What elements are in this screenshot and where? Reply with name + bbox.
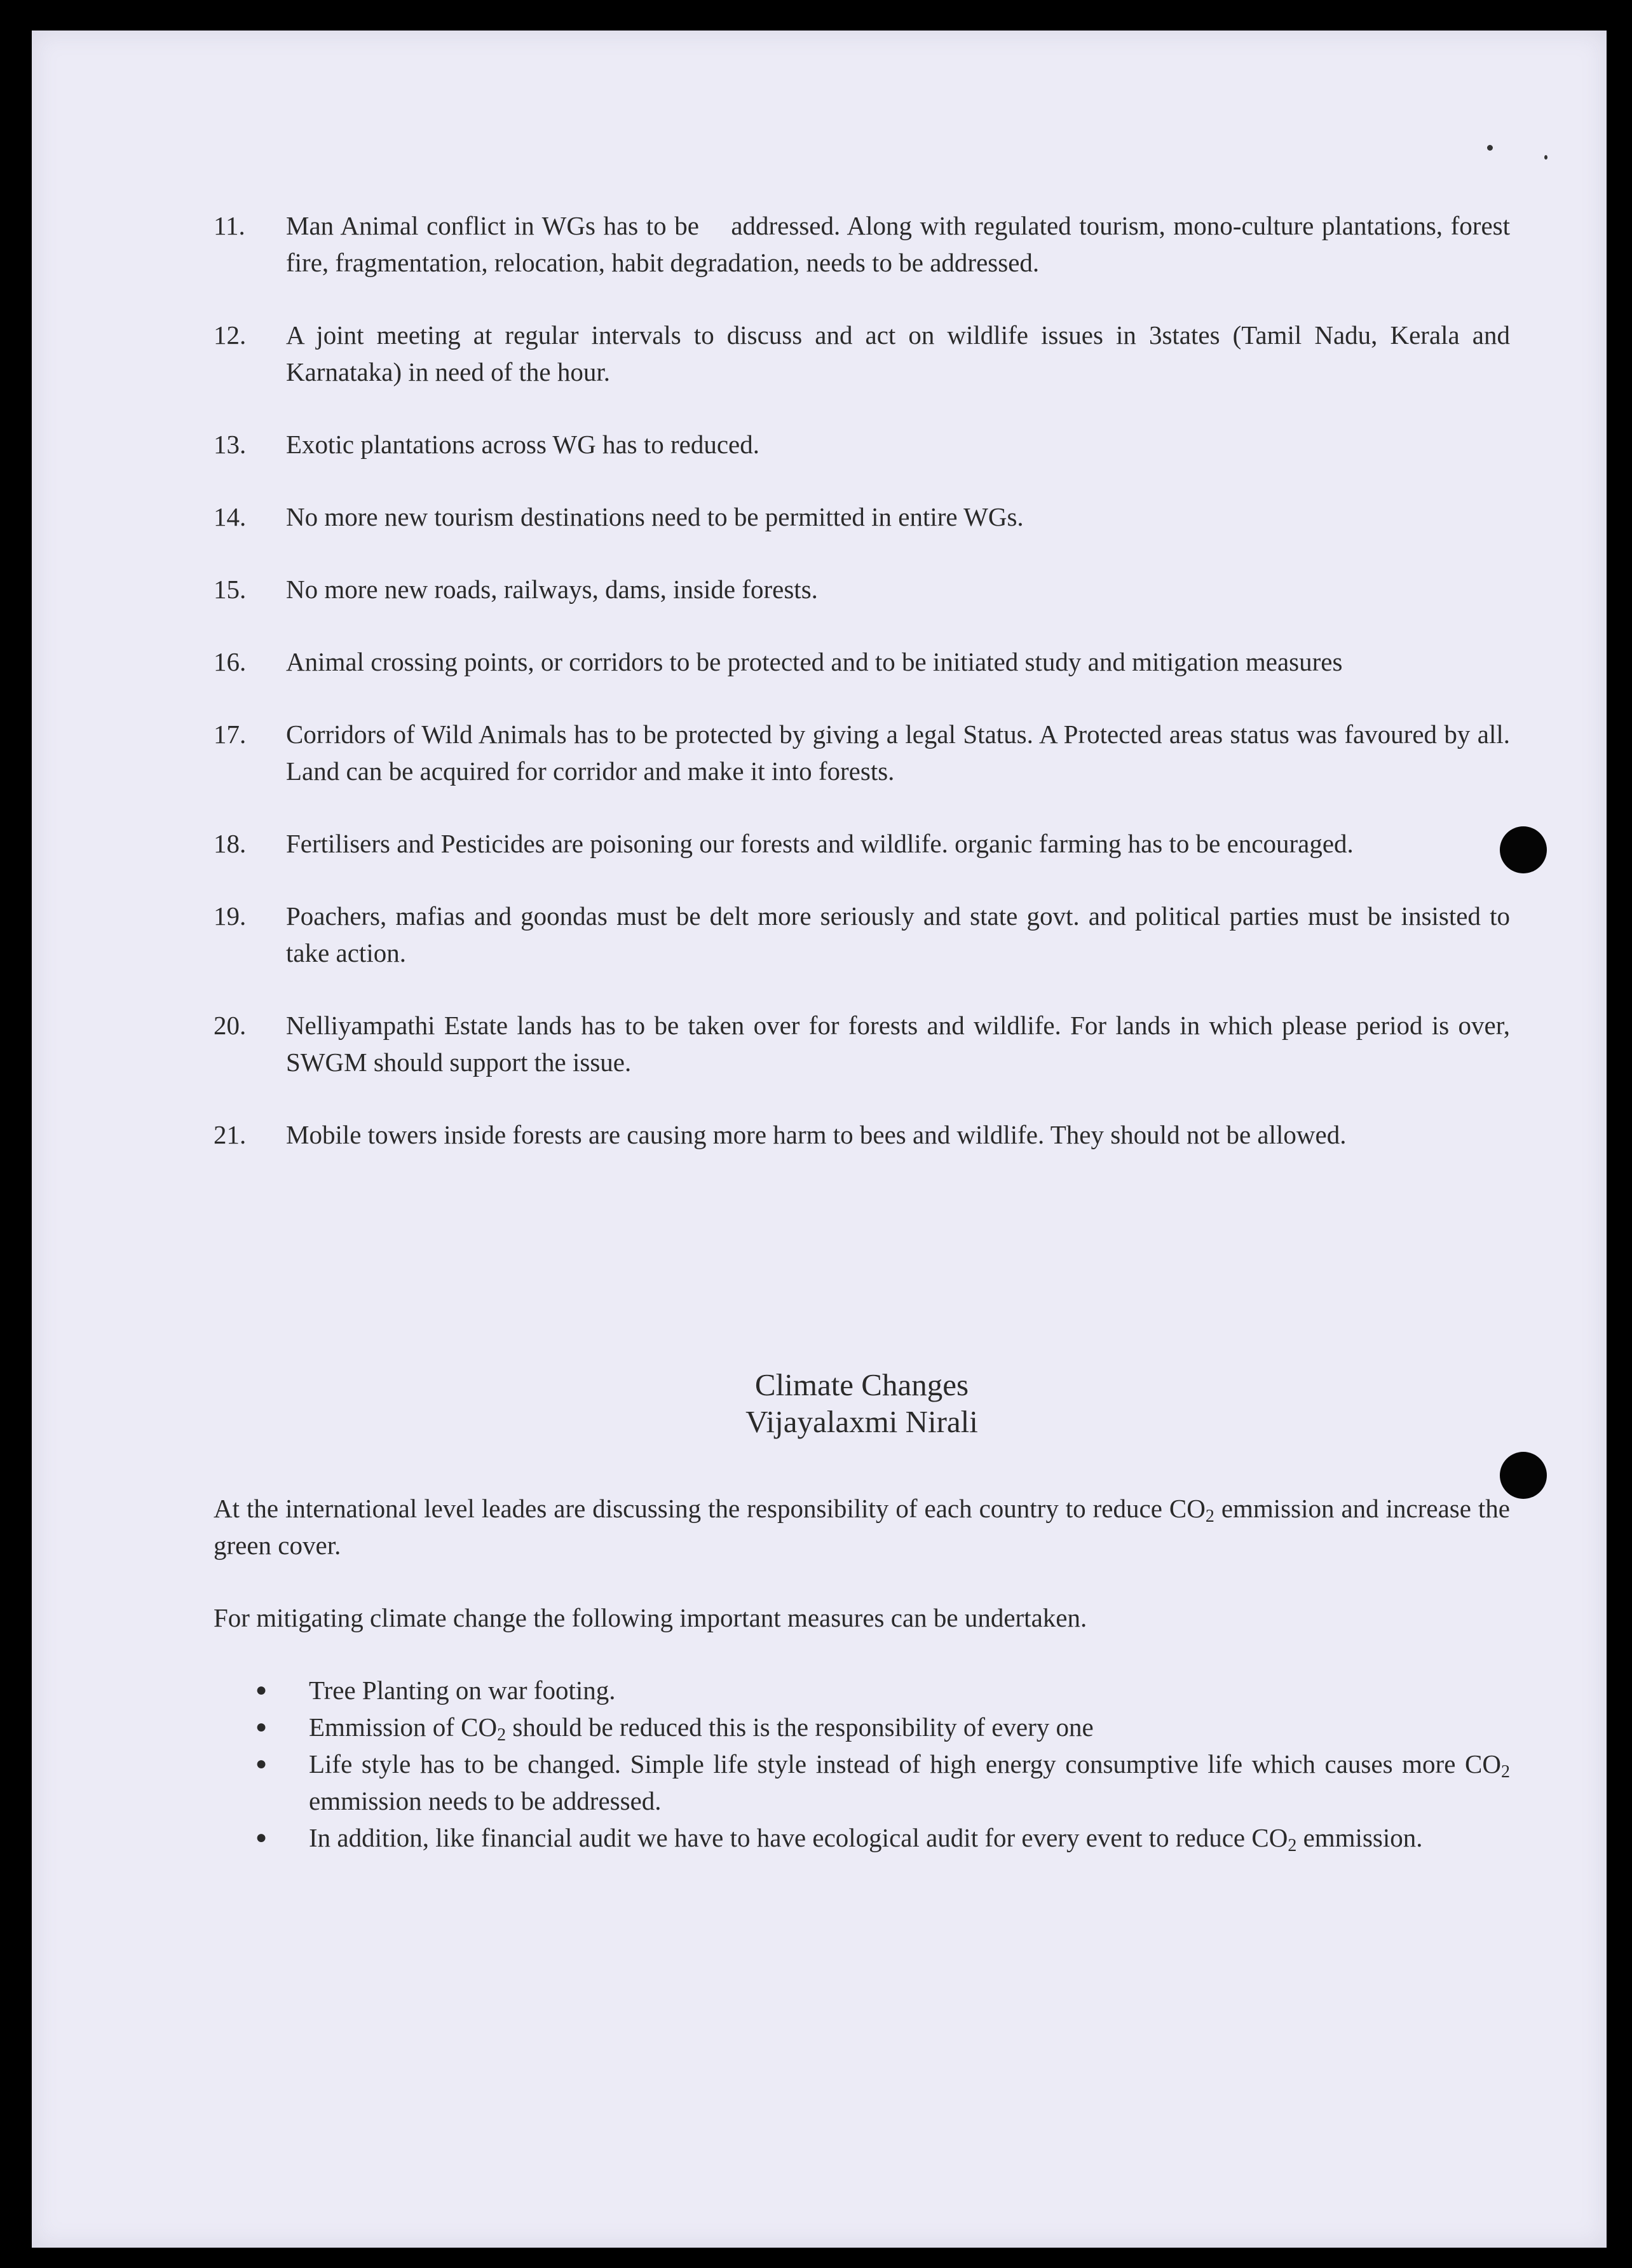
bullet-icon: ●: [255, 1827, 268, 1848]
list-item: [214, 716, 1510, 789]
list-item: [214, 898, 1510, 971]
bullet-item: ● Tree Planting on war footing.: [214, 1672, 1510, 1709]
item-text: Exotic plantations across WG has to reduced.: [286, 430, 760, 459]
item-text: Nelliyampathi Estate lands has to be taken over for forests and wildlife. For lands in which please period is over, SWGM should support the issue.: [286, 1011, 1510, 1077]
list-item: [214, 571, 1510, 608]
item-number: 13.: [214, 430, 247, 459]
item-text: Mobile towers inside forests are causing more harm to bees and wildlife. They should not be allowed.: [286, 1120, 1347, 1149]
item-number: 15.: [214, 575, 247, 604]
paper-speck: [1487, 145, 1493, 151]
item-number: 14.: [214, 502, 247, 531]
list-item: [214, 1116, 1510, 1153]
bullet-icon: ●: [255, 1679, 268, 1700]
measures-paragraph: For mitigating climate change the following important measures can be undertaken.: [214, 1603, 1087, 1632]
numbered-list: [214, 207, 1517, 1189]
bullet-item: ● Emmission of $CO_2$ should be reduced this is the responsibility of every one: [214, 1709, 1510, 1745]
item-number: 21.: [214, 1120, 247, 1149]
bullet-item: ● Life style has to be changed. Simple life style instead of high energy consumptive life which causes more $CO_2$ emmission needs to be addressed.: [214, 1745, 1510, 1819]
bullet-item: ● In addition, like financial audit we have to have ecological audit for every event to reduce $CO_2$ emmission.: [214, 1819, 1510, 1856]
item-text: A joint meeting at regular intervals to discuss and act on wildlife issues in 3states (Tamil Nadu, Kerala and Karnataka) in need of the hour.: [286, 320, 1510, 386]
item-text: No more new roads, railways, dams, inside forests.: [286, 575, 818, 604]
item-text: Fertilisers and Pesticides are poisoning our forests and wildlife. organic farming has to be encouraged.: [286, 829, 1354, 858]
section-body: [214, 1490, 1510, 1856]
item-text: Man Animal conflict in WGs has to be addressed. Along with regulated tourism, mono-culture plantations, forest fire, fragmentation, relocation, habit degradation, needs to be addressed.: [286, 211, 1517, 277]
list-item: [214, 498, 1510, 535]
item-text: No more new tourism destinations need to be permitted in entire WGs.: [286, 502, 1024, 531]
item-number: 16.: [214, 647, 247, 676]
bullet-icon: ●: [255, 1716, 268, 1737]
item-text: Animal crossing points, or corridors to be protected and to be initiated study and mitigation measures: [286, 647, 1343, 676]
list-item: [214, 207, 1517, 281]
intro-paragraph: At the international level leades are discussing the responsibility of each country to reduce $CO_2$ emmission and increase the green cover.: [214, 1494, 1510, 1560]
list-item: [214, 1007, 1510, 1081]
item-number: 20.: [214, 1011, 247, 1040]
document-page: [32, 31, 1607, 2248]
list-item: [214, 317, 1510, 390]
section-heading: [214, 1367, 1510, 1440]
item-number: 11.: [214, 211, 245, 240]
item-text: Corridors of Wild Animals has to be protected by giving a legal Status. A Protected areas status was favoured by all. Land can be acquired for corridor and make it into forests.: [286, 720, 1510, 786]
list-item: [214, 643, 1510, 680]
item-number: 12.: [214, 320, 247, 350]
item-number: 17.: [214, 720, 247, 749]
item-number: 18.: [214, 829, 247, 858]
section-title: Climate Changes: [754, 1367, 969, 1402]
item-text: Poachers, mafias and goondas must be delt more seriously and state govt. and political parties must be insisted to take action.: [286, 901, 1510, 967]
list-item: [214, 426, 1510, 463]
section-author: Vijayalaxmi Nirali: [745, 1404, 978, 1439]
bullet-list: [214, 1672, 1510, 1856]
bullet-icon: ●: [255, 1753, 268, 1774]
list-item: [214, 825, 1510, 862]
paper-speck: [1544, 155, 1547, 160]
item-number: 19.: [214, 901, 247, 931]
